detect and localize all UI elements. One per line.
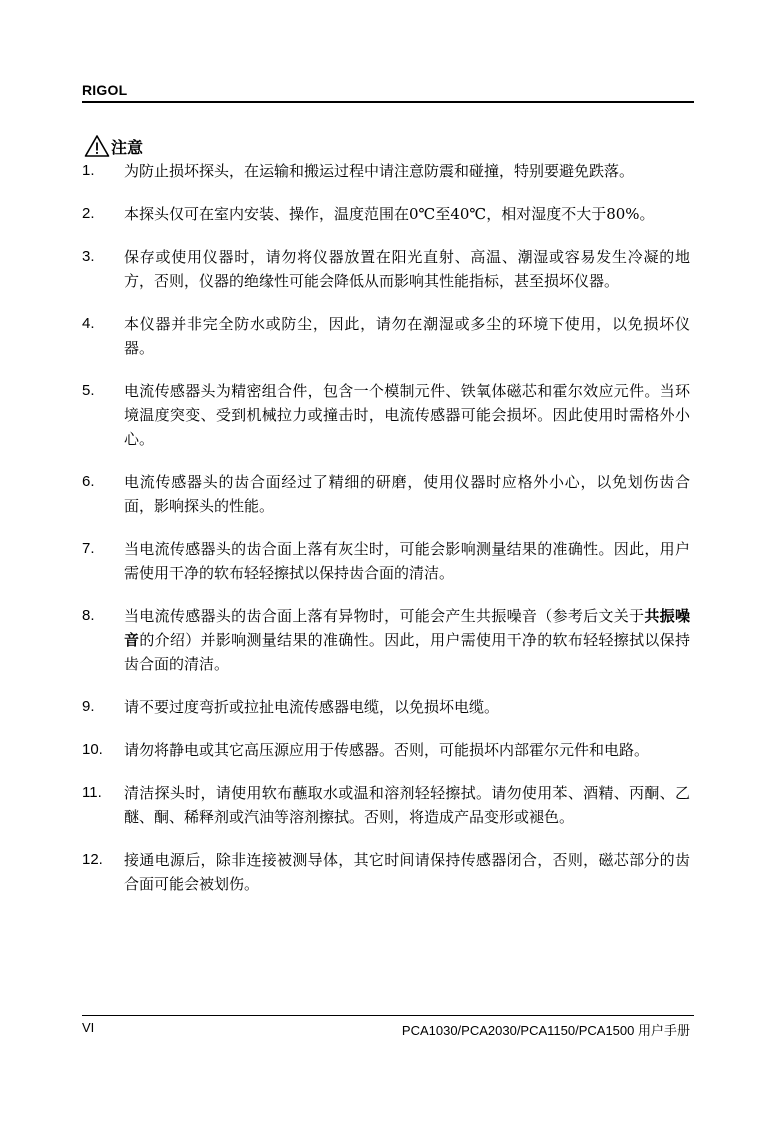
item-number: 8. <box>82 607 95 624</box>
warning-triangle-icon <box>84 134 110 158</box>
list-item <box>82 202 694 226</box>
caution-label: 注意 <box>111 138 144 157</box>
caution-heading <box>84 128 143 158</box>
list-item <box>82 848 694 896</box>
item-text-after: 的介绍）并影响测量结果的准确性。因此，用户需使用干净的软布轻轻擦拭以保持齿合面的清洁。 <box>124 631 690 673</box>
item-text: 当电流传感器头的齿合面上落有灰尘时，可能会影响测量结果的准确性。因此，用户需使用干净的软布轻轻擦拭以保持齿合面的清洁。 <box>124 540 690 582</box>
footer-divider <box>82 1015 694 1016</box>
item-text: 为防止损坏探头，在运输和搬运过程中请注意防震和碰撞，特别要避免跌落。 <box>124 162 635 180</box>
list-item <box>82 245 694 293</box>
header-divider <box>82 101 694 103</box>
item-number: 12. <box>82 851 103 868</box>
list-item <box>82 537 694 585</box>
item-text: 本仪器并非完全防水或防尘，因此，请勿在潮湿或多尘的环境下使用，以免损坏仪器。 <box>124 315 690 357</box>
item-number: 11. <box>82 784 102 801</box>
item-number: 3. <box>82 248 95 265</box>
item-text: 本探头仅可在室内安装、操作，温度范围在0℃至40℃，相对湿度不大于80%。 <box>124 205 655 223</box>
list-item <box>82 738 694 762</box>
item-text: 清洁探头时，请使用软布蘸取水或温和溶剂轻轻擦拭。请勿使用苯、酒精、丙酮、乙醚、酮、稀释剂或汽油等溶剂擦拭。否则，将造成产品变形或褪色。 <box>124 784 690 826</box>
list-item <box>82 604 694 676</box>
item-text: 请不要过度弯折或拉扯电流传感器电缆，以免损坏电缆。 <box>124 698 500 716</box>
item-text <box>124 604 690 676</box>
page-number: VI <box>82 1020 95 1035</box>
list-item <box>82 781 694 829</box>
manual-title: PCA1030/PCA2030/PCA1150/PCA1500 用户手册 <box>401 1023 690 1038</box>
list-item <box>82 695 694 719</box>
list-item <box>82 379 694 451</box>
item-text: 请勿将静电或其它高压源应用于传感器。否则，可能损坏内部霍尔元件和电路。 <box>124 741 650 759</box>
item-number: 10. <box>82 741 103 758</box>
item-number: 4. <box>82 315 95 332</box>
item-number: 5. <box>82 382 95 399</box>
item-text-before: 当电流传感器头的齿合面上落有异物时，可能会产生共振噪音（参考后文关于 <box>124 607 645 625</box>
item-number: 6. <box>82 473 95 490</box>
item-number: 1. <box>82 162 95 179</box>
item-number: 7. <box>82 540 95 557</box>
item-number: 9. <box>82 698 95 715</box>
list-item <box>82 312 694 360</box>
list-item <box>82 470 694 518</box>
header-brand: RIGOL <box>82 82 128 98</box>
item-number: 2. <box>82 205 95 222</box>
caution-list <box>82 159 694 896</box>
item-text: 电流传感器头的齿合面经过了精细的研磨，使用仪器时应格外小心，以免划伤齿合面，影响探头的性能。 <box>124 473 690 515</box>
item-text: 接通电源后，除非连接被测导体，其它时间请保持传感器闭合，否则，磁芯部分的齿合面可能会被划伤。 <box>124 851 690 893</box>
item-text: 电流传感器头为精密组合件，包含一个模制元件、铁氧体磁芯和霍尔效应元件。当环境温度突变、受到机械拉力或撞击时，电流传感器可能会损坏。因此使用时需格外小心。 <box>124 382 690 448</box>
resonance-noise-reference: 共振噪音 <box>124 607 690 649</box>
item-text: 保存或使用仪器时，请勿将仪器放置在阳光直射、高温、潮湿或容易发生冷凝的地方，否则，仪器的绝缘性可能会降低从而影响其性能指标，甚至损坏仪器。 <box>124 248 690 290</box>
list-item <box>82 159 694 183</box>
